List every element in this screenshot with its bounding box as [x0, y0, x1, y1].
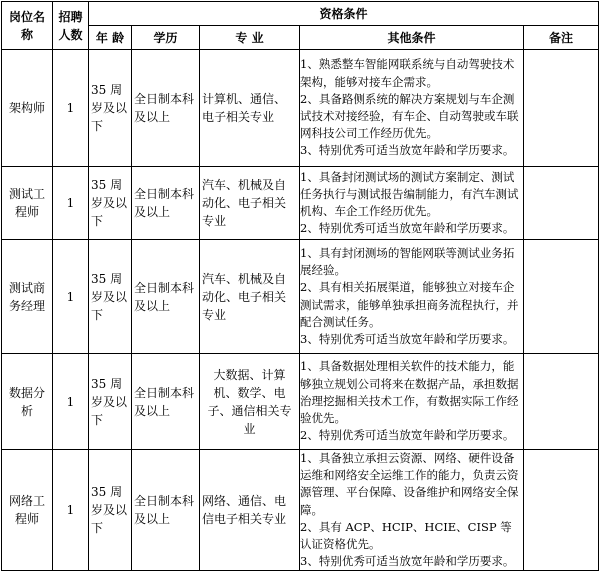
condition-item: 2、具有相关拓展渠道，能够独立对接车企测试需求，能够单独承担商务流程执行，并配合测试任务。 [300, 280, 519, 329]
count-cell: 1 [53, 354, 89, 450]
condition-item: 2、特别优秀可适当放宽年龄和学历要求。 [300, 428, 515, 443]
major-cell: 汽车、机械及自动化、电子相关专业 [200, 167, 300, 240]
count-cell: 1 [53, 167, 89, 240]
table-row [2, 50, 599, 167]
condition-item: 2、具备路侧系统的解决方案规划与车企测试技术对接经验，有车企、自动驾驶或车联网科技公司工作经历优先。 [300, 91, 519, 141]
education-cell: 全日制本科及以上 [132, 240, 200, 354]
table-row [2, 450, 599, 571]
education-cell: 全日制本科及以上 [132, 354, 200, 450]
remarks-cell [524, 240, 599, 354]
header-age: 年 龄 [89, 26, 132, 50]
major-cell: 大数据、计算机、数学、电子、通信相关专业 [200, 354, 300, 450]
condition-item: 3、特别优秀可适当放宽年龄和学历要求。 [300, 143, 515, 158]
header-position: 岗位名称 [2, 2, 53, 50]
position-cell: 网络工程师 [2, 450, 53, 571]
recruitment-table [1, 1, 599, 571]
age-cell: 35 周岁及以下 [89, 240, 132, 354]
position-cell: 架构师 [2, 50, 53, 167]
table-row [2, 167, 599, 240]
major-cell: 汽车、机械及自动化、电子相关专业 [200, 240, 300, 354]
position-cell: 数据分析 [2, 354, 53, 450]
condition-item: 1、具有封闭测场的智能网联等测试业务拓展经验。 [300, 245, 515, 278]
education-cell: 全日制本科及以上 [132, 50, 200, 167]
header-major: 专 业 [200, 26, 300, 50]
condition-item: 1、熟悉整车智能网联系统与自动驾驶技术架构，能够对接车企需求。 [300, 57, 515, 89]
remarks-cell [524, 354, 599, 450]
other-conditions-cell [300, 240, 524, 354]
age-cell: 35 周岁及以下 [89, 450, 132, 571]
header-other: 其他条件 [300, 26, 524, 50]
condition-item: 1、具备封闭测试场的测试方案制定、测试任务执行与测试报告编制能力，有汽车测试机构、车企工作经历优先。 [300, 169, 519, 218]
other-conditions-cell [300, 50, 524, 167]
header-remarks: 备注 [524, 26, 599, 50]
major-cell: 计算机、通信、电子相关专业 [200, 50, 300, 167]
remarks-cell [524, 167, 599, 240]
other-conditions-cell [300, 167, 524, 240]
condition-item: 2、特别优秀可适当放宽年龄和学历要求。 [300, 221, 515, 236]
count-cell: 1 [53, 50, 89, 167]
condition-item: 1、具备独立承担云资源、网络、硬件设备运维和网络安全运维工作的能力，负责云资源管理、平台保障、设备维护和网络安全保障。 [300, 451, 519, 517]
education-cell: 全日制本科及以上 [132, 167, 200, 240]
position-cell: 测试工程师 [2, 167, 53, 240]
header-qualifications: 资格条件 [89, 2, 599, 26]
major-cell: 网络、通信、电信电子相关专业 [200, 450, 300, 571]
table-row [2, 240, 599, 354]
other-conditions-cell [300, 354, 524, 450]
condition-item: 3、特别优秀可适当放宽年龄和学历要求。 [300, 331, 515, 346]
age-cell: 35 周岁及以下 [89, 50, 132, 167]
other-conditions-cell [300, 450, 524, 571]
remarks-cell [524, 50, 599, 167]
age-cell: 35 周岁及以下 [89, 167, 132, 240]
count-cell: 1 [53, 450, 89, 571]
count-cell: 1 [53, 240, 89, 354]
condition-item: 3、特别优秀可适当放宽年龄和学历要求。 [300, 554, 515, 569]
table-row [2, 354, 599, 450]
header-education: 学历 [132, 26, 200, 50]
header-count: 招聘人数 [53, 2, 89, 50]
condition-item: 2、具有 ACP、HCIP、HCIE、CISP 等认证资格优先。 [300, 519, 512, 552]
position-cell: 测试商务经理 [2, 240, 53, 354]
condition-item: 1、具备数据处理相关软件的技术能力，能够独立规划公司将来在数据产品，承担数据治理挖掘相关技术工作，有数据实际工作经验优先。 [300, 359, 519, 426]
age-cell: 35 周岁及以下 [89, 354, 132, 450]
education-cell: 全日制本科及以上 [132, 450, 200, 571]
remarks-cell [524, 450, 599, 571]
